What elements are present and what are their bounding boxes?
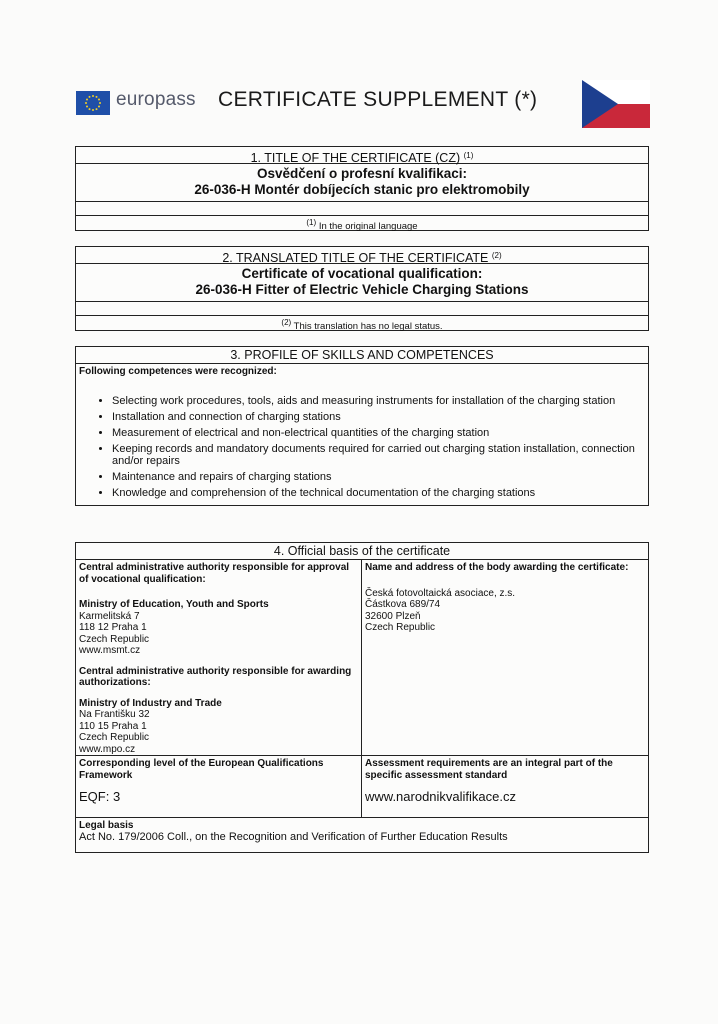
- footnote-marker: (1): [306, 218, 317, 227]
- competences-body: [76, 364, 648, 505]
- eqf-assessment-row: [76, 756, 648, 818]
- website: www.mpo.cz: [79, 743, 136, 755]
- title-line-2: 26-036-H Montér dobíjecích stanic pro elektromobily: [194, 182, 530, 197]
- title-line-2: 26-036-H Fitter of Electric Vehicle Charging Stations: [195, 282, 529, 297]
- list-item: • Maintenance and repairs of charging stations: [112, 471, 638, 483]
- list-item: • Knowledge and comprehension of the technical documentation of the charging stations: [112, 487, 638, 499]
- address-street: Karmelitská 7: [79, 610, 140, 622]
- empty-row: [76, 302, 648, 316]
- footnote-marker: (1): [463, 151, 474, 160]
- eqf-cell: [76, 756, 362, 817]
- title-line-1: Certificate of vocational qualification:: [241, 266, 483, 281]
- assessment-label: Assessment requirements are an integral part of the specific assessment standard: [365, 758, 613, 781]
- legal-basis-text: Act No. 179/2006 Coll., on the Recognition and Verification of Further Education Results: [79, 830, 508, 843]
- ministry-name: Ministry of Education, Youth and Sports: [79, 599, 269, 610]
- section-title-of-certificate: [75, 146, 649, 231]
- certificate-title: [76, 164, 648, 202]
- eqf-label: Corresponding level of the European Qualifications Framework: [79, 758, 324, 781]
- legal-basis-cell: [76, 818, 648, 845]
- section-heading: 3. PROFILE OF SKILLS AND COMPETENCES: [76, 347, 648, 364]
- address-country: Czech Republic: [79, 633, 150, 645]
- assessment-website: www.narodnikvalifikace.cz: [365, 789, 517, 804]
- section-skills-competences: [75, 346, 649, 506]
- awarding-body-address: [365, 588, 645, 634]
- address-street: Částkova 689/74: [365, 599, 441, 610]
- awarding-authority-label: Central administrative authority responsible for awarding authorizations:: [79, 665, 352, 688]
- assessment-cell: [362, 756, 648, 817]
- ministry-industry-address: [79, 698, 358, 756]
- footnote-marker: (2): [491, 251, 502, 260]
- approval-authority-cell: [76, 560, 362, 757]
- footnote: [76, 216, 648, 230]
- competences-intro: Following competences were recognized:: [79, 366, 277, 377]
- competences-list: [76, 379, 648, 505]
- section-heading: 4. Official basis of the certificate: [76, 543, 648, 560]
- europass-logo-text: europass: [116, 89, 196, 110]
- footnote-text: In the original language: [318, 221, 418, 232]
- approval-authority-label: Central administrative authority responsible for approval of vocational qualification:: [79, 562, 350, 585]
- footnote-marker: (2): [281, 318, 292, 327]
- section-heading: [76, 147, 648, 164]
- section-heading-text: 1. TITLE OF THE CERTIFICATE (CZ): [250, 151, 461, 165]
- authorities-row: [76, 560, 648, 756]
- address-country: Czech Republic: [365, 622, 436, 633]
- footnote: [76, 316, 648, 330]
- list-item: • Keeping records and mandatory documents required for carried out charging station installation, connection and/or repairs: [112, 443, 638, 467]
- list-item: • Selecting work procedures, tools, aids and measuring instruments for installation of the charging station: [112, 395, 638, 407]
- footnote-text: This translation has no legal status.: [293, 321, 443, 332]
- czech-flag-icon: [582, 80, 650, 128]
- address-country: Czech Republic: [79, 732, 150, 743]
- address-city: 32600 Plzeň: [365, 610, 421, 622]
- translated-title: [76, 264, 648, 302]
- ministry-name: Ministry of Industry and Trade: [79, 697, 222, 709]
- list-item: • Installation and connection of charging stations: [112, 411, 638, 423]
- address-city: 118 12 Praha 1: [79, 622, 147, 633]
- title-line-1: Osvědčení o profesní kvalifikaci:: [256, 166, 468, 181]
- section-heading-text: 2. TRANSLATED TITLE OF THE CERTIFICATE: [222, 251, 489, 265]
- document-title: CERTIFICATE SUPPLEMENT (*): [218, 88, 538, 111]
- eqf-level: EQF: 3: [79, 789, 121, 804]
- eu-flag-icon: [76, 91, 110, 115]
- awarding-body-cell: [362, 560, 648, 757]
- section-translated-title: [75, 246, 649, 331]
- awarding-body-label: Name and address of the body awarding the certificate:: [365, 562, 629, 573]
- empty-row: [76, 202, 648, 216]
- website: www.msmt.cz: [79, 645, 141, 656]
- legal-basis-row: [76, 818, 648, 852]
- address-city: 110 15 Praha 1: [79, 720, 147, 732]
- list-item: • Measurement of electrical and non-electrical quantities of the charging station: [112, 427, 638, 439]
- section-heading: [76, 247, 648, 264]
- ministry-education-address: [79, 599, 358, 657]
- address-street: Na Františku 32: [79, 709, 150, 720]
- legal-basis-label: Legal basis: [79, 820, 134, 831]
- section-official-basis: [75, 542, 649, 853]
- body-name: Česká fotovoltaická asociace, z.s.: [365, 587, 516, 599]
